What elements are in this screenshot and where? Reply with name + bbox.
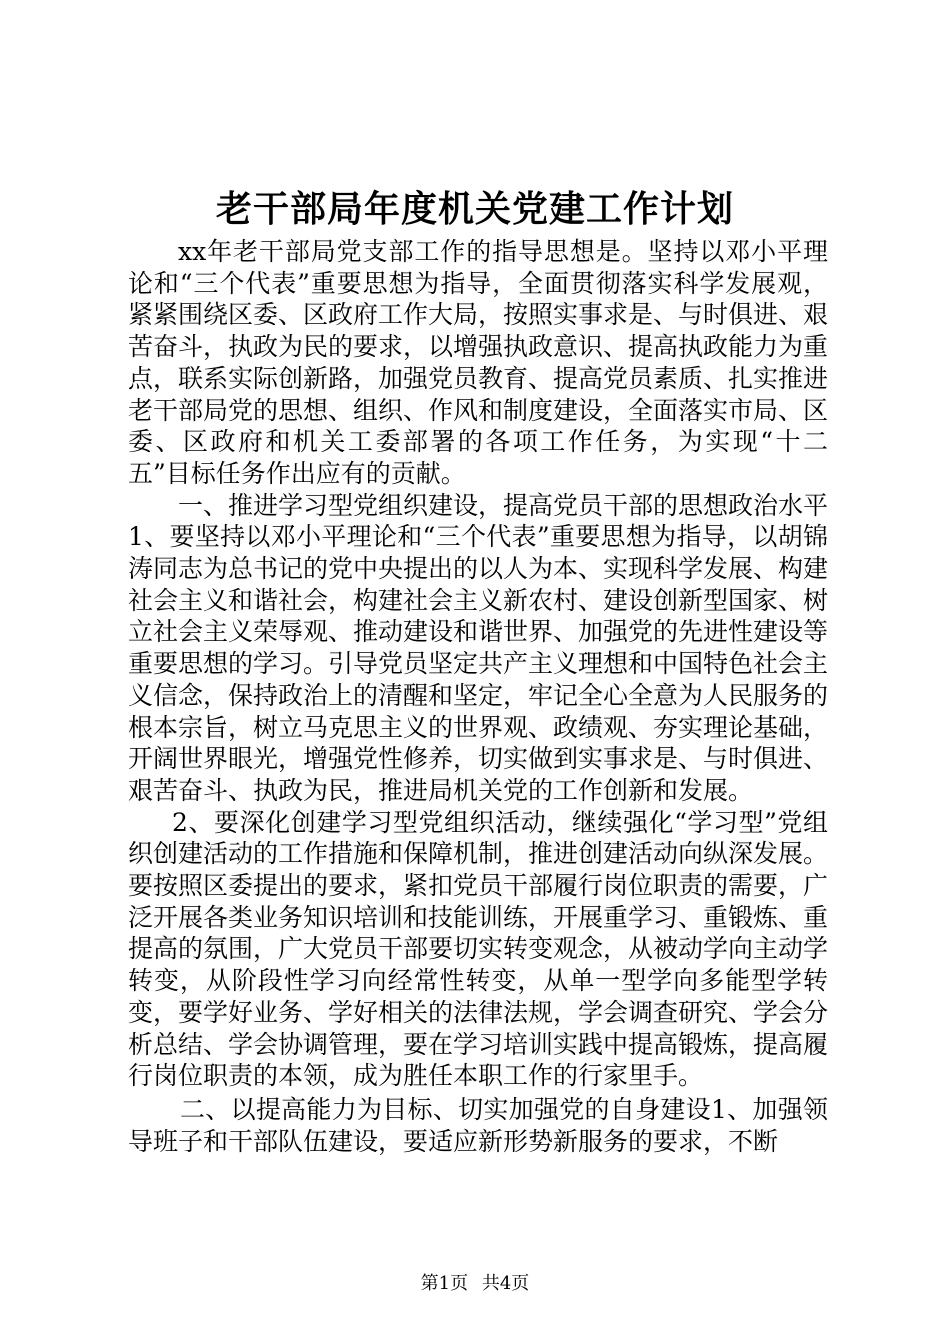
document-title: 老干部局年度机关党建工作计划 (215, 188, 734, 230)
document-body (128, 236, 828, 1157)
page-footer (0, 1272, 950, 1296)
paragraph-guiding-thought: xx年老干部局党支部工作的指导思想是。坚持以邓小平理论和“三个代表”重要思想为指导，全面贯彻落实科学发展观，紧紧围绕区委、区政府工作大局，按照实事求是、与时俱进、艰苦奋斗，执政为民的要求，以增强执政意识、提高执政能力为重点，联系实际创新路，加强党员教育、提高党员素质、扎实推进老干部局党的思想、组织、作风和制度建设，全面落实市局、区委、区政府和机关工委部署的各项工作任务，为实现“十二五”目标任务作出应有的贡献。 (128, 237, 829, 488)
page-number: 第1页 (420, 1273, 469, 1294)
paragraph-section-one: 一、推进学习型党组织建设，提高党员干部的思想政治水平1、要坚持以邓小平理论和“三个代表”重要思想为指导，以胡锦涛同志为总书记的党中央提出的以人为本、实现科学发展、构建社会主义和谐社会，构建社会主义新农村、建设创新型国家、树立社会主义荣辱观、推动建设和谐世界、加强党的先进性建设等重要思想的学习。引导党员坚定共产主义理想和中国特色社会主义信念，保持政治上的清醒和坚定，牢记全心全意为人民服务的根本宗旨，树立马克思主义的世界观、政绩观、夯实理论基础，开阔世界眼光，增强党性修养，切实做到实事求是、与时俱进、艰苦奋斗、执政为民，推进局机关党的工作创新和发展。 (128, 490, 829, 805)
page-total: 共4页 (481, 1273, 530, 1294)
paragraph-item-two: 2、要深化创建学习型党组织活动，继续强化“学习型”党组织创建活动的工作措施和保障机制，推进创建活动向纵深发展。要按照区委提出的要求，紧扣党员干部履行岗位职责的需要，广泛开展各类业务知识培训和技能训练，开展重学习、重锻炼、重提高的氛围，广大党员干部要切实转变观念，从被动学向主动学转变，从阶段性学习向经常性转变，从单一型学向多能型学转变，要学好业务、学好相关的法律法规，学会调查研究、学会分析总结、学会协调管理，要在学习培训实践中提高锻炼，提高履行岗位职责的本领，成为胜任本职工作的行家里手。 (128, 807, 829, 1091)
paragraph-section-two: 二、以提高能力为目标、切实加强党的自身建设1、加强领导班子和干部队伍建设，要适应新形势新服务的要求，不断 (128, 1094, 828, 1156)
